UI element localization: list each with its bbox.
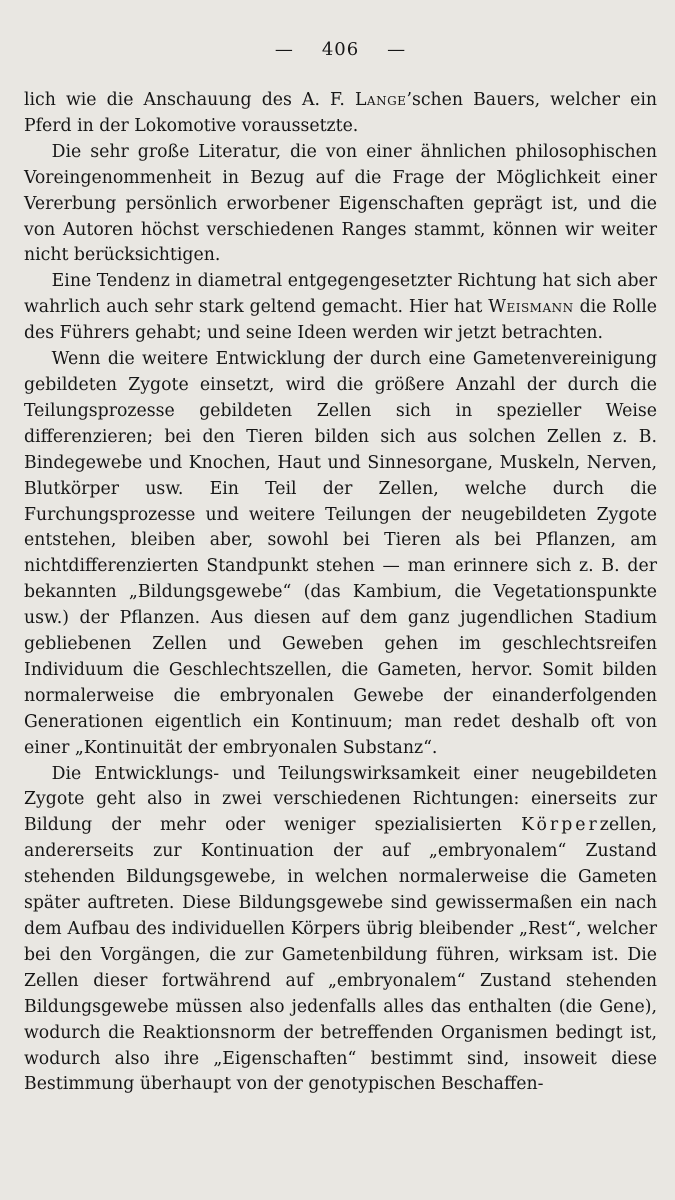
author-name-weismann: Weismann	[488, 297, 574, 318]
paragraph-1-text-a: lich wie die Anschauung des A. F.	[24, 90, 355, 110]
paragraph-3-text-b: die Rolle des Führers gehabt; und seine Ideen werden wir jetzt betrachten.	[24, 297, 658, 344]
page-header	[24, 38, 657, 62]
paragraph-2: Die sehr große Literatur, die von einer ähnlichen philosophischen Voreingenommenheit in Bezug auf die Frage der Möglichkeit einer Vererbung persönlich erworbener Eigenschaften geprägt ist, und die von Autoren höchst verschiedenen Ranges stammt, können wir weiter nicht berücksichtigen.	[24, 141, 657, 266]
dash-left: —	[274, 39, 294, 60]
paragraph-5-text-b: zellen, andererseits zur Kontinuation der auf „embryonalem“ Zustand stehenden Bildungsgewebe, in welchen normalerweise die Gameten später auftreten. Diese Bildungsgewebe sind gewissermaßen ein nach dem Aufbau des individuellen Körpers übrig bleibender „Rest“, welcher bei den Vorgängen, die zur Gametenbildung führen, wirksam ist. Die Zellen dieser fortwährend auf „embryonalem“ Zustand stehenden Bildungsgewebe müssen also jedenfalls alles das enthalten (die Gene), wodurch die Reaktionsnorm der betreffenden Organismen bedingt ist, wodurch also ihre „Eigenschaften“ bestimmt sind, insoweit diese Bestimmung überhaupt von der genotypischen Beschaffen-	[24, 815, 657, 1095]
paragraph-3-text-a: Eine Tendenz in diametral entgegengesetzter Richtung hat sich aber wahrlich auch sehr stark geltend gemacht. Hier hat	[24, 271, 657, 318]
page-number: 406	[321, 39, 360, 60]
spaced-word-koerper: Körper	[521, 815, 600, 836]
paragraph-1	[24, 88, 657, 140]
paragraph-3	[24, 269, 657, 347]
paragraph-5	[24, 762, 657, 1099]
paragraph-5-text-a: Die Entwicklungs- und Teilungswirksamkeit einer neugebildeten Zygote geht also in zwei verschiedenen Richtungen: einerseits zur Bildung der mehr oder weniger spezialisierten	[24, 763, 657, 836]
paragraph-4: Wenn die weitere Entwicklung der durch eine Gametenvereinigung gebildeten Zygote einsetzt, wird die größere Anzahl der durch die Teilungsprozesse gebildeten Zellen sich in spezieller Weise differenzieren; bei den Tieren bilden sich aus solchen Zellen z. B. Bindegewebe und Knochen, Haut und Sinnesorgane, Muskeln, Nerven, Blutkörper usw. Ein Teil der Zellen, welche durch die Furchungsprozesse und weitere Teilungen der neugebildeten Zygote entstehen, bleiben aber, sowohl bei Tieren als bei Pflanzen, am nichtdifferenzierten Standpunkt stehen — man erinnere sich z. B. der bekannten „Bildungsgewebe“ (das Kambium, die Vegetationspunkte usw.) der Pflanzen. Aus diesen auf dem ganz jugendlichen Stadium gebliebenen Zellen und Geweben gehen im geschlechtsreifen Individuum die Geschlechtszellen, die Gameten, hervor. Somit bilden normalerweise die embryonalen Gewebe der einanderfolgenden Generationen eigentlich ein Kontinuum; man redet deshalb oft von einer „Kontinuität der embryonalen Substanz“.	[24, 349, 657, 758]
paragraph-1-text-b: ’schen Bauers, welcher ein Pferd in der Lokomotive voraussetzte.	[24, 90, 658, 136]
dash-right: —	[387, 39, 407, 60]
author-name-lange: Lange	[354, 90, 407, 110]
body-text	[24, 88, 657, 1098]
